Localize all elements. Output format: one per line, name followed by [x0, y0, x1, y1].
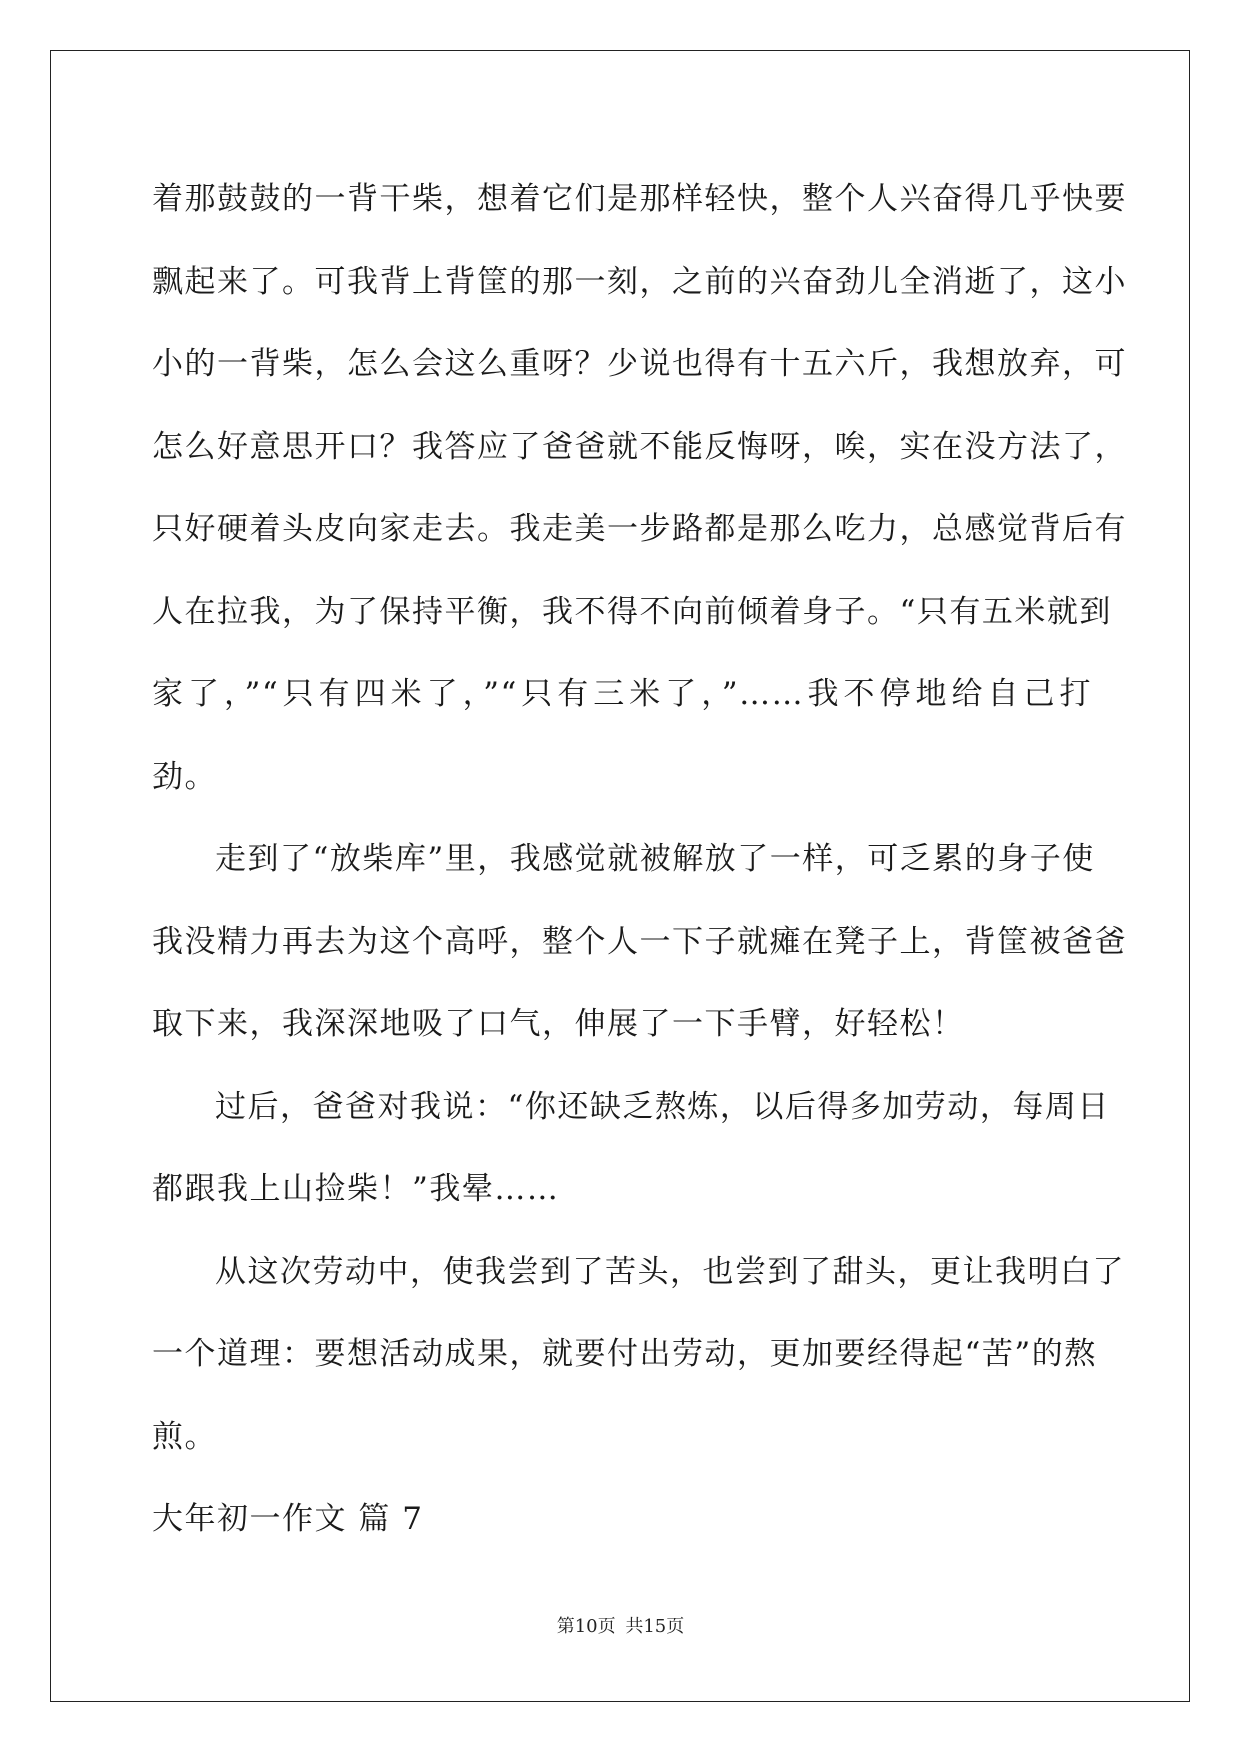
paragraph-2 [152, 818, 1127, 1066]
text-line: 人在拉我，为了保持平衡，我不得不向前倾着身子。“只有五米就到 [152, 593, 1112, 630]
paragraph-1 [152, 158, 1127, 818]
text-line: 我没精力再去为这个高呼，整个人一下子就瘫在凳子上，背筐被爸爸 [152, 923, 1127, 960]
text-line: 过后，爸爸对我说：“你还缺乏熬炼，以后得多加劳动，每周日 [215, 1088, 1110, 1125]
paragraph-3 [152, 1066, 1110, 1231]
page-number: 第10页 [556, 1616, 616, 1637]
text-line: 走到了“放柴库”里，我感觉就被解放了一样，可乏累的身子使 [215, 841, 1095, 877]
text-line: 取下来，我深深地吸了口气，伸展了一下手臂，好轻松！ [152, 1006, 965, 1042]
page-footer [0, 1612, 1241, 1638]
text-line: 劲。 [152, 758, 217, 795]
text-line: 从这次劳动中，使我尝到了苦头，也尝到了甜头，更让我明白了 [215, 1253, 1125, 1290]
text-line: 煎。 [152, 1418, 217, 1455]
text-line: 都跟我上山捡柴！”我晕…… [152, 1171, 560, 1207]
text-line: 飘起来了。可我背上背筐的那一刻，之前的兴奋劲儿全消逝了，这小 [152, 263, 1127, 300]
page-total: 共15页 [625, 1616, 685, 1637]
paragraph-4 [152, 1231, 1125, 1479]
text-line: 怎么好意思开口？我答应了爸爸就不能反悔呀，唉，实在没方法了， [152, 428, 1127, 465]
text-line: 着那鼓鼓的一背干柴，想着它们是那样轻快，整个人兴奋得几乎快要 [152, 181, 1127, 217]
section-heading: 大年初一作文 篇 7 [152, 1501, 424, 1537]
text-line: 家了，”“只有四米了，”“只有三米了，”……我不停地给自己打 [152, 676, 1092, 712]
text-line: 一个道理：要想活动成果，就要付出劳动，更加要经得起“苦”的熬 [152, 1336, 1097, 1372]
text-line: 只好硬着头皮向家走去。我走美一步路都是那么吃力，总感觉背后有 [152, 511, 1127, 547]
text-line: 小的一背柴，怎么会这么重呀？少说也得有十五六斤，我想放弃，可 [152, 346, 1127, 382]
document-body [152, 158, 1127, 1561]
